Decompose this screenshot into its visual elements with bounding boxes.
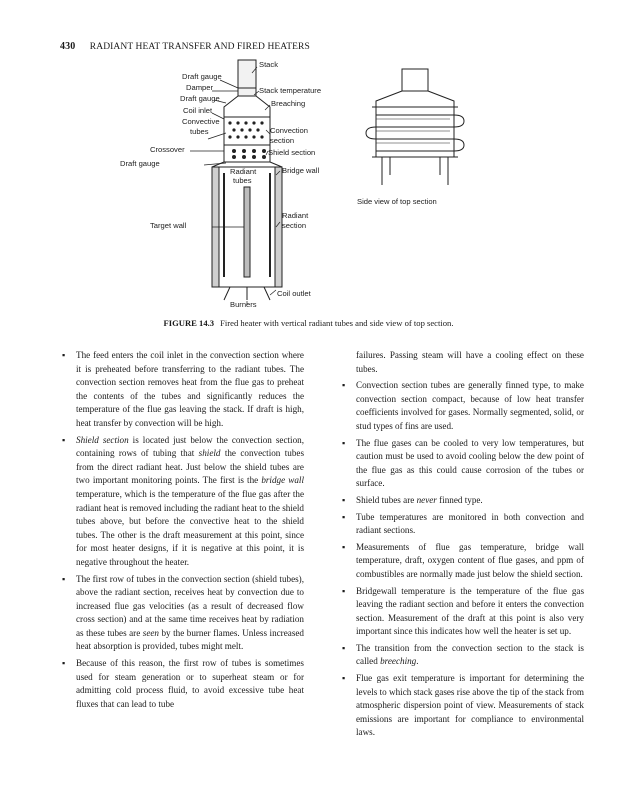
running-title: RADIANT HEAT TRANSFER AND FIRED HEATERS (89, 42, 310, 52)
list-item: failures. Passing steam will have a cooling effect on these tubes. (356, 350, 584, 374)
list-item: ▪ Shield tubes are never finned type. (342, 494, 584, 508)
label-draft-gauge-mid: Draft gauge (180, 94, 220, 103)
label-draft-gauge-low: Draft gauge (120, 159, 160, 168)
convective-tube-dots (228, 121, 266, 159)
page-number: 430 (60, 41, 76, 52)
label-radiant-tubes: tubes (233, 176, 252, 185)
label-coil-inlet: Coil inlet (183, 106, 213, 115)
label-radiant-section-1: Radiant (282, 211, 309, 220)
label-convective: Convective (182, 117, 220, 126)
list-item: ▪ Shield section is located just below the convection section, containing rows of tubing that shield the convection tubes from the direct radiant heat. Just below the shield tubes are two important monitoring points. The first is the bridge wall temperature, which is the temperature of the flue gas after the radiant heat is removed including the radiant heat to the shield tubes above, but before the convective heat to the shield tubes. The other is the draft measurement at this point, since for most heater designs, if it is negative at this point, it is negative throughout the heater. (62, 434, 304, 570)
label-crossover: Crossover (150, 145, 185, 154)
label-radiant: Radiant (230, 167, 257, 176)
label-convective-tubes: tubes (190, 127, 209, 136)
label-convection-section: section (270, 136, 295, 145)
list-item: ▪ Measurements of flue gas temperature, bridge wall temperature, draft, oxygen content of flue gases, and ppm of combustibles are normally made just below the shield section. (342, 541, 584, 582)
label-stack-temperature: Stack temperature (259, 86, 322, 95)
label-coil-outlet: Coil outlet (277, 289, 311, 298)
list-item: ▪ Convection section tubes are generally finned type, to make convection section compact, because of low heat transfer coefficients involved for gases. Normally segmented, solid, or stud types of fins are used. (342, 379, 584, 433)
list-item: ▪ Because of this reason, the first row of tubes is sometimes used for steam generation or to superheat steam or for admitting cold process fluid, to avoid excessive tube heat fluxes that can lead to tube (62, 657, 304, 711)
list-item: ▪ The feed enters the coil inlet in the convection section where it is preheated before transferring to the radiant tubes. The convection section removes heat from the flue gas to preheat the contents of the tubes and significantly reduces the temperature of the flue gas leaving the stack. If draft is high, heat transfer by convection will be high. (62, 349, 304, 431)
label-stack: Stack (259, 60, 278, 69)
right-column (342, 349, 584, 743)
list-item: ▪ Tube temperatures are monitored in both convection and radiant sections. (342, 511, 584, 538)
label-draft-gauge-top: Draft gauge (182, 72, 222, 81)
caption-label: FIGURE 14.3 (163, 318, 215, 328)
label-shield-section: Shield section (268, 148, 316, 157)
left-column (62, 349, 304, 714)
list-item: ▪ Flue gas exit temperature is important for determining the levels to which stack gases rise above the tip of the stack from atmospheric dispersion point of view. Measurements of stack emissions are important for compliance to environmental laws. (342, 672, 584, 740)
list-item: ▪ The transition from the convection section to the stack is called breeching. (342, 642, 584, 669)
caption-text: Fired heater with vertical radiant tubes and side view of top section. (220, 318, 454, 328)
label-breaching: Breaching (271, 99, 306, 108)
list-item: ▪ The first row of tubes in the convection section (shield tubes), above the radiant section, receives heat by convection due to increased flue gas velocities (as a result of decreased flow cross section) and at the same time receives heat by radiation as these tubes are seen by the burner flames. Unless increased heat absorption is provided, tubes might melt. (62, 573, 304, 655)
figure-caption (0, 318, 617, 328)
fired-heater-diagram (120, 55, 520, 310)
list-item: ▪ Bridgewall temperature is the temperature of the flue gas leaving the radiant section and before it enters the convection section. Measurement of the draft at this point is also very important since this indicates how well the heater is set up. (342, 585, 584, 639)
label-burners: Burners (230, 300, 257, 309)
side-view-top-section (366, 69, 464, 185)
figure-14-3 (120, 55, 520, 310)
label-convection: Convection (270, 126, 308, 135)
list-item: ▪ The flue gases can be cooled to very low temperatures, but caution must be used to avoid cooling below the dew point of the flue gas as this could cause corrosion of the tubes or surface. (342, 437, 584, 491)
label-target-wall: Target wall (150, 221, 187, 230)
running-header (60, 41, 310, 52)
label-bridge-wall: Bridge wall (282, 166, 320, 175)
label-damper: Damper (186, 83, 214, 92)
label-side-view: Side view of top section (357, 197, 437, 206)
label-radiant-section-2: section (282, 221, 307, 230)
